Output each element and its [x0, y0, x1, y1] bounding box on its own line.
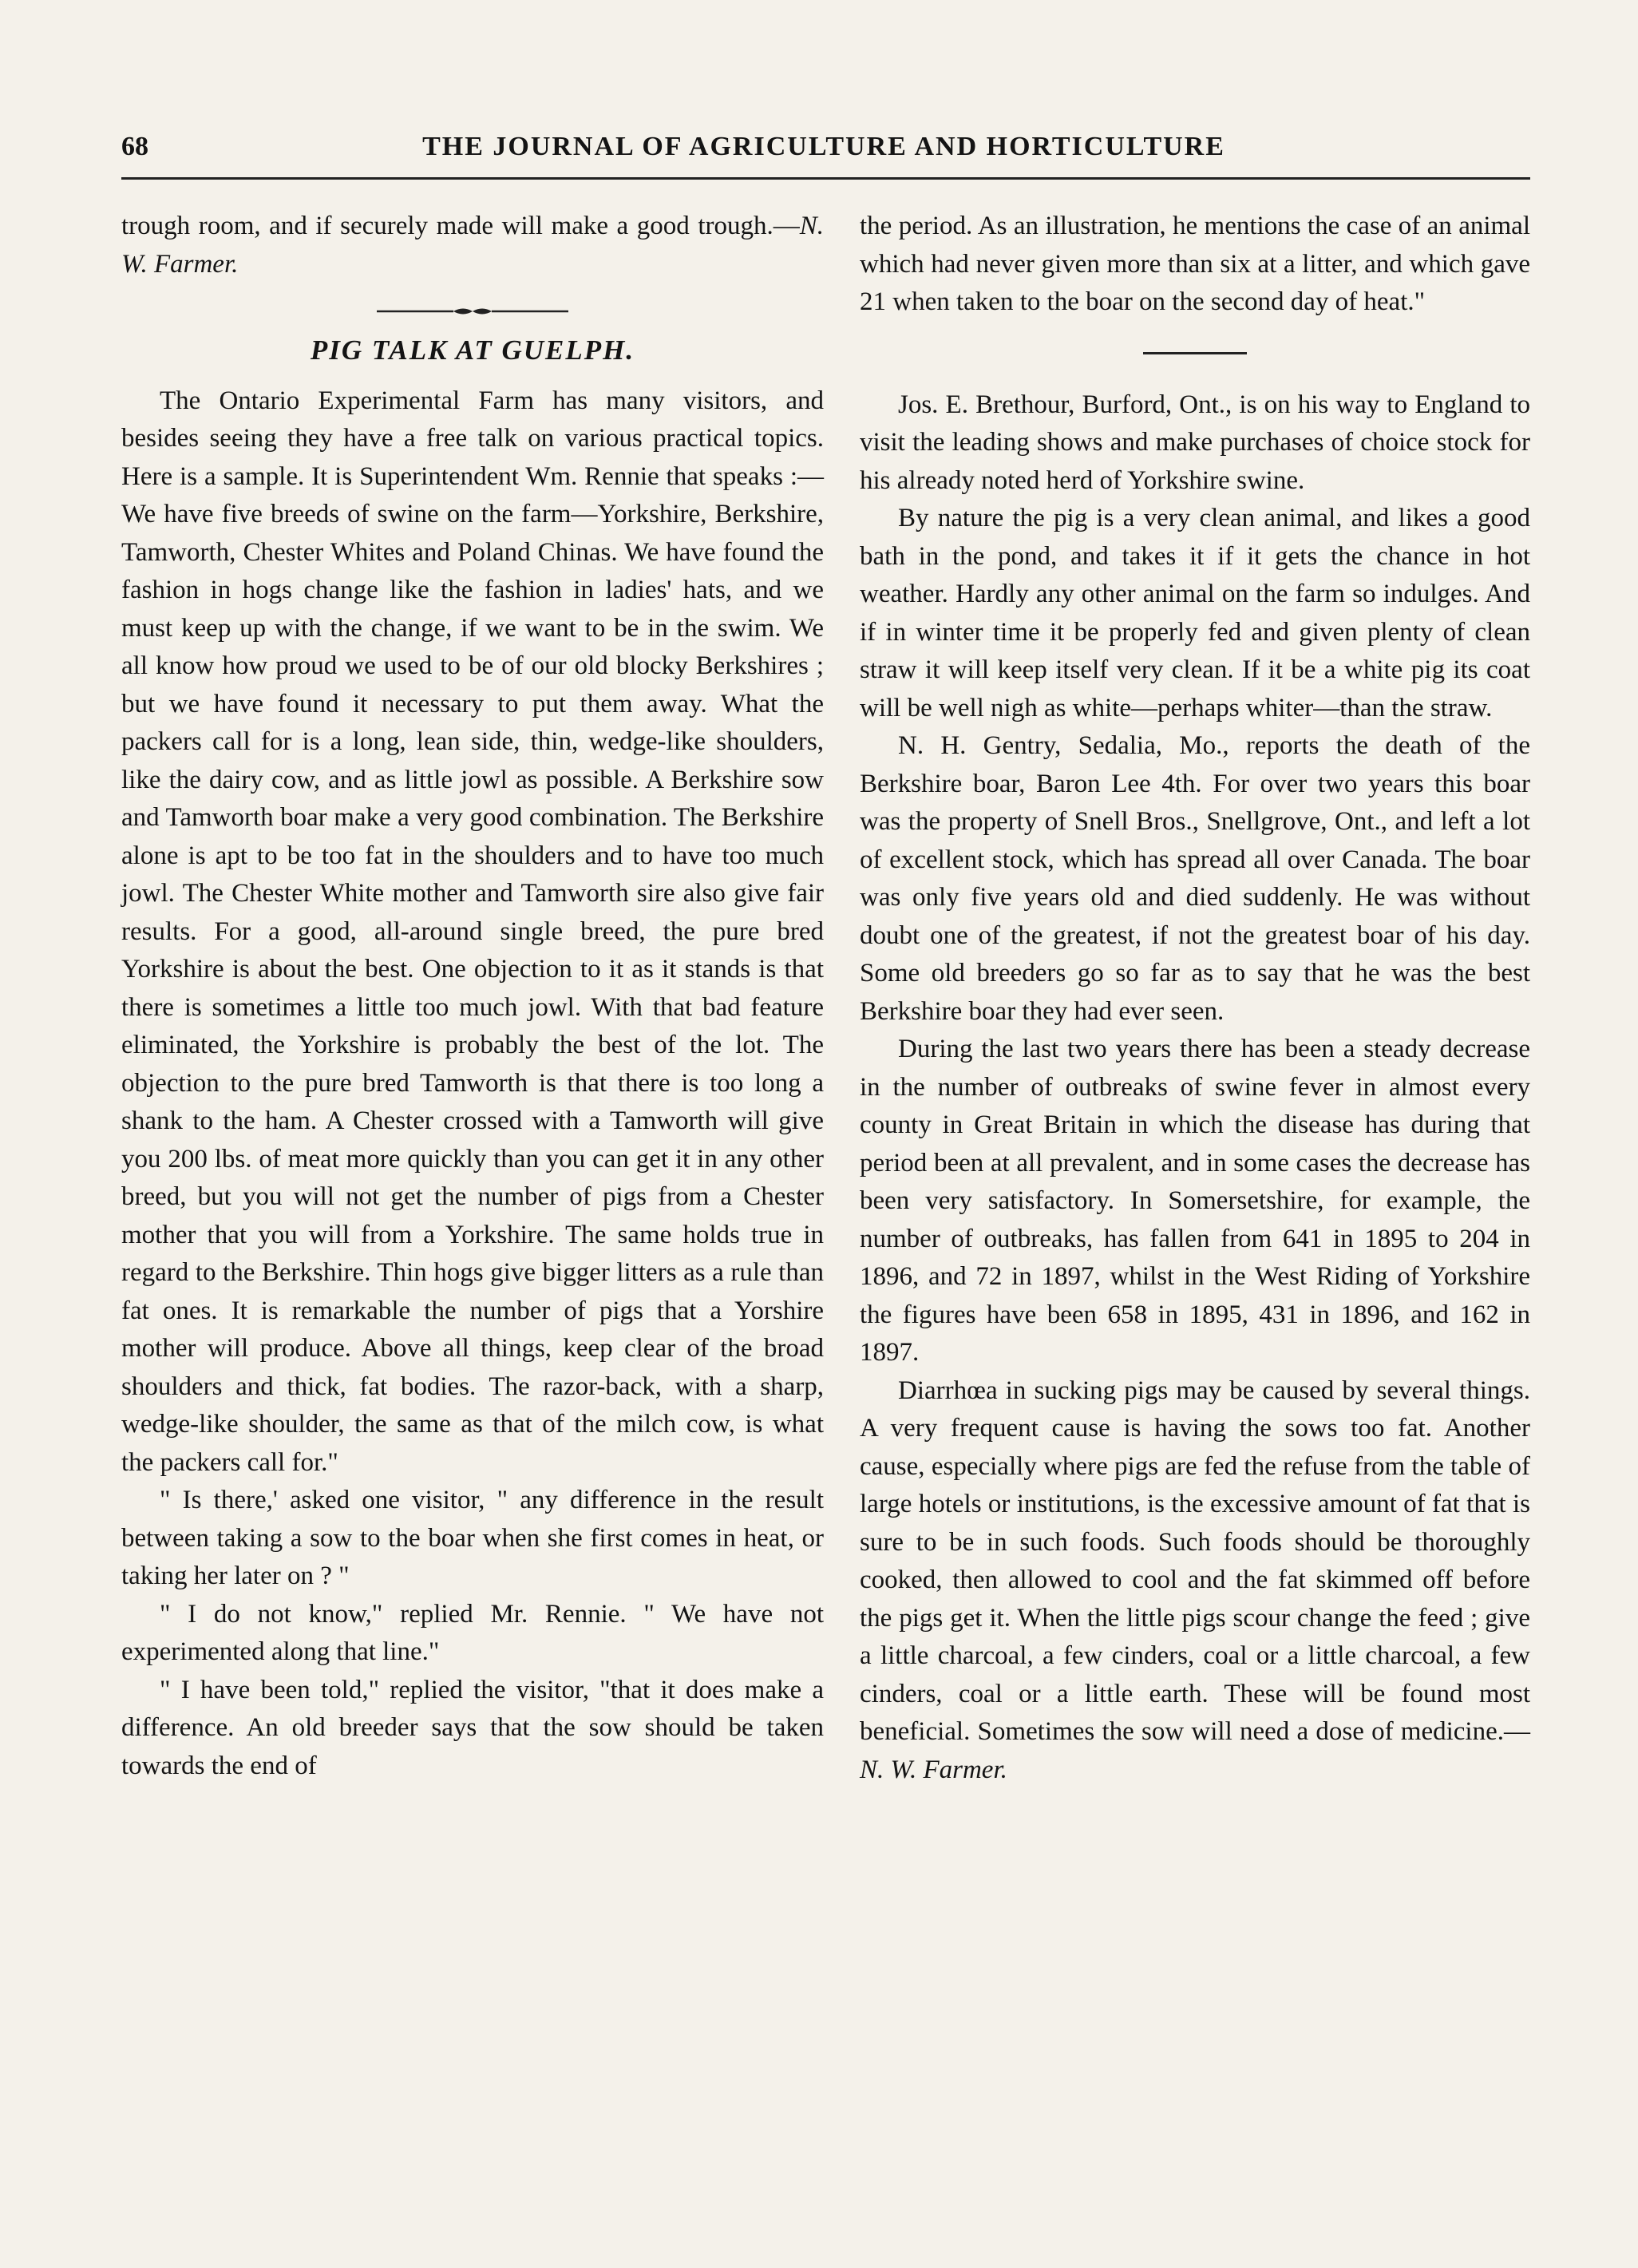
paragraph: During the last two years there has been a steady decrease in the number of outbreaks of swine fever in almost every county in Great Britain in which the disease has during that period been at all prevalent, and in some cases the decrease has been very satisfactory. In Somersetshire, for example, the number of outbreaks, has fallen from 641 in 1895 to 204 in 1896, and 72 in 1897, whilst in the West Riding of Yorkshire the figures have been 658 in 1895, 431 in 1896, and 162 in 1897.	[860, 1035, 1530, 1367]
paragraph: N. H. Gentry, Sedalia, Mo., reports the death of the Berkshire boar, Baron Lee 4th. For over two years this boar was the property of Snell Bros., Snellgrove, Ont., and left a lot of excellent stock, which has spread all over Canada. The boar was only five years old and died suddenly. He was without doubt one of the greatest, if not the greatest boar of his day. Some old breeders go so far as to say that he was the best Berkshire boar they had ever seen.	[860, 731, 1530, 1026]
paragraph: Jos. E. Brethour, Burford, Ont., is on his way to England to visit the leading shows and make purchases of choice stock for his already noted herd of Yorkshire swine.	[860, 390, 1530, 495]
paragraph: The Ontario Experimental Farm has many visitors, and besides seeing they have a free talk on various practical topics. Here is a sample. It is Superintendent Wm. Rennie that speaks :—We have five breeds of swine on the farm—Yorkshire, Berkshire, Tamworth, Chester Whites and Poland Chinas. We have found the fashion in hogs change like the fashion in ladies' hats, and we must keep up with the change, if we want to be in the swim. We all know how proud we used to be of our old blocky Berkshires ; but we have found it necessary to put them away. What the packers call for is a long, lean side, thin, wedge-like shoulders, like the dairy cow, and as little jowl as possible. A Berkshire sow and Tamworth boar make a very good combination. The Berkshire alone is apt to be too fat in the shoulders and to have too much jowl. The Chester White mother and Tamworth sire also give fair results. For a good, all-around single breed, the pure bred Yorkshire is about the best. One objection to it as it stands is that there is sometimes a little too much jowl. With that bad feature eliminated, the Yorkshire is probably the best of the lot. The objection to the pure bred Tamworth is that there is too long a shank to the ham. A Chester crossed with a Tamworth will give you 200 lbs. of meat more quickly than you can get it in any other breed, but you will not get the number of pigs from a Chester mother that you will from a Yorkshire. The same holds true in regard to the Berkshire. Thin hogs give bigger litters as a rule than fat ones. It is remarkable the number of pigs that a Yorshire mother will produce. Above all things, keep clear of the broad shoulders and thick, fat bodies. The razor-back, with a sharp, wedge-like shoulder, the same as that of the milch cow, is what the packers call for."	[121, 386, 824, 1477]
paragraph: By nature the pig is a very clean animal, and likes a good bath in the pond, and takes it if it gets the chance in hot weather. Hardly any other animal on the farm so indulges. And if in winter time it be properly fed and given plenty of clean straw it will keep itself very clean. If it be a white pig its coat will be well nigh as white—perhaps whiter—than the straw.	[860, 504, 1530, 722]
paragraph: " I have been told," replied the visitor, "that it does make a difference. An old breeder says that the sow should be taken towards the end of	[121, 1675, 824, 1780]
section-title: PIG TALK AT GUELPH.	[310, 334, 635, 366]
continuation-paragraph	[121, 208, 824, 283]
paragraph	[860, 1372, 1530, 1790]
paragraph: " Is there,' asked one visitor, " any difference in the result between taking a sow to the boar when she first comes in heat, or taking her later on ? "	[121, 1486, 824, 1590]
page-number: 68	[121, 132, 148, 161]
right-column	[860, 208, 1530, 1789]
left-column	[121, 208, 824, 1785]
header-rule	[121, 177, 1530, 180]
paragraph-source: N. W. Farmer.	[860, 1755, 1007, 1784]
continuation-source: N. W. Farmer.	[121, 212, 824, 279]
paragraph: the period. As an illustration, he mentions the case of an animal which had never given more than six at a litter, and which gave 21 when taken to the boar on the second day of heat."	[860, 212, 1530, 316]
ornament-divider	[377, 306, 568, 317]
continuation-text: trough room, and if securely made will make a good trough.—	[121, 212, 800, 240]
page-header	[121, 132, 1526, 172]
paragraph: " I do not know," replied Mr. Rennie. " We have not experimented along that line."	[121, 1599, 824, 1666]
running-title: THE JOURNAL OF AGRICULTURE AND HORTICULTURE	[422, 132, 1225, 161]
section-rule	[1143, 352, 1247, 354]
paragraph-text: Diarrhœa in sucking pigs may be caused by several things. A very frequent cause is having the sows too fat. Another cause, especially where pigs are fed the refuse from the table of large hotels or institutions, is the excessive amount of fat that is sure to be in such foods. Such foods should be thoroughly cooked, then allowed to cool and the fat skimmed off before the pigs get it. When the little pigs scour change the feed ; give a little charcoal, a few cinders, coal or a little charcoal, a few cinders, coal or a little earth. These will be found most beneficial. Sometimes the sow will need a dose of medicine.—	[860, 1375, 1530, 1746]
